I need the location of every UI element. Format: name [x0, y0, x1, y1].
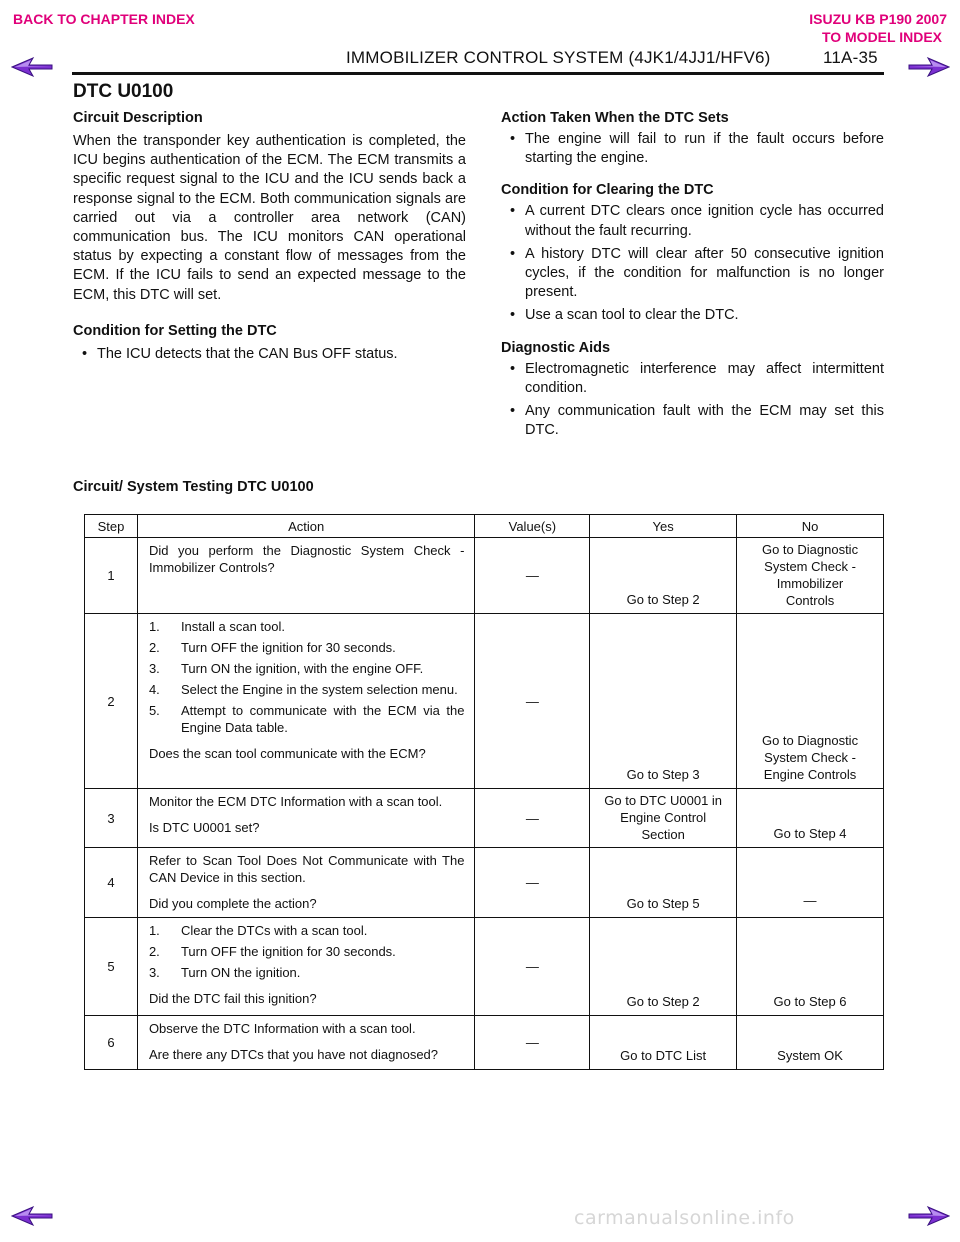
table-row [85, 848, 884, 918]
value-cell: — [475, 1016, 590, 1070]
list-item: 2. Turn OFF the ignition for 30 seconds. [148, 640, 396, 655]
yes-cell: Go to Step 2 [590, 918, 737, 1016]
step-number: 4 [85, 848, 138, 918]
step-number: 2 [85, 614, 138, 789]
list-item: 5. Attempt to communicate with the ECM via the Engine Data table. [148, 703, 465, 735]
action-steps [149, 618, 465, 736]
action-text: Monitor the ECM DTC Information with a scan tool. [148, 794, 443, 809]
page-number: 11A-35 [823, 48, 878, 67]
no-cell: — [737, 848, 884, 918]
next-page-arrow-bottom-icon[interactable] [908, 1206, 950, 1226]
next-page-arrow-icon[interactable] [908, 57, 950, 77]
list-item: • A history DTC will clear after 50 consecutive ignition cycles, if the condition for malfunction is no longer present. [501, 245, 884, 303]
action-question: Did you complete the action? [148, 896, 317, 911]
step-number: 3 [85, 789, 138, 848]
list-item: 4. Select the Engine in the system selection menu. [148, 682, 458, 697]
list-item: 3. Turn ON the ignition. [148, 965, 301, 980]
list-item: • A current DTC clears once ignition cycle has occurred without the fault recurring. [501, 202, 884, 240]
table-row [85, 614, 884, 789]
header-step: Step [85, 515, 138, 538]
left-column [73, 110, 466, 368]
action-cell [137, 918, 475, 1016]
list-item: • The ICU detects that the CAN Bus OFF status. [73, 345, 466, 364]
list-item: • Any communication fault with the ECM may set this DTC. [501, 402, 884, 440]
diagnostic-table [84, 514, 884, 1070]
testing-heading: Circuit/ System Testing DTC U0100 [73, 479, 314, 495]
condition-setting-heading: Condition for Setting the DTC [73, 322, 277, 339]
no-cell: Go to Step 6 [737, 918, 884, 1016]
table-header-row [85, 515, 884, 538]
action-question: Did the DTC fail this ignition? [148, 991, 317, 1006]
header-action: Action [137, 515, 475, 538]
previous-page-arrow-icon[interactable] [11, 57, 53, 77]
circuit-description-heading: Circuit Description [73, 110, 203, 126]
list-item: • The engine will fail to run if the fault occurs before starting the engine. [501, 130, 884, 168]
value-cell: — [475, 848, 590, 918]
no-cell: Go to Step 4 [737, 789, 884, 848]
circuit-description-text: When the transponder key authentication is completed, the ICU begins authentication of the ECM. The ECM transmits a specific request signal to the ICU and the ICU sends back a response signal to the ECM. Both communication signals are carried out via a controller area network (CAN) communication bus. The ICU monitors CAN operational status by expecting a constant flow of messages from the ECM. If the ICU fails to send an expected message to the ECM, this DTC will set. [73, 133, 466, 303]
footer-watermark: carmanualsonline.info [574, 1207, 795, 1229]
diagnostic-aids-list [501, 360, 884, 441]
value-cell: — [475, 614, 590, 789]
value-cell: — [475, 918, 590, 1016]
table-row [85, 1016, 884, 1070]
action-cell [137, 538, 475, 614]
action-taken-list [501, 130, 884, 168]
yes-cell: Go to DTC U0001 in Engine Control Section [590, 789, 737, 848]
dtc-title: DTC U0100 [73, 81, 174, 102]
list-item: • Electromagnetic interference may affect intermittent condition. [501, 360, 884, 398]
list-item: 1. Clear the DTCs with a scan tool. [148, 923, 368, 938]
action-text: Observe the DTC Information with a scan tool. [148, 1021, 416, 1036]
table-row [85, 538, 884, 614]
diagnostic-aids-heading: Diagnostic Aids [501, 339, 611, 356]
yes-cell: Go to DTC List [590, 1016, 737, 1070]
action-text: Refer to Scan Tool Does Not Communicate with The CAN Device in this section. [148, 853, 465, 885]
yes-cell: Go to Step 2 [590, 538, 737, 614]
action-question: Is DTC U0001 set? [148, 820, 260, 835]
action-cell [137, 1016, 475, 1070]
page-header-title: IMMOBILIZER CONTROL SYSTEM (4JK1/4JJ1/HFV6) [346, 48, 771, 67]
step-number: 5 [85, 918, 138, 1016]
yes-cell: Go to Step 3 [590, 614, 737, 789]
action-cell [137, 789, 475, 848]
step-number: 6 [85, 1016, 138, 1070]
value-cell: — [475, 538, 590, 614]
header-divider [72, 72, 884, 75]
list-item: • Use a scan tool to clear the DTC. [501, 306, 884, 325]
condition-clearing-list [501, 202, 884, 325]
model-title[interactable]: ISUZU KB P190 2007 [809, 11, 947, 27]
table-row [85, 918, 884, 1016]
right-column [501, 110, 884, 444]
value-cell: — [475, 789, 590, 848]
step-number: 1 [85, 538, 138, 614]
yes-cell: Go to Step 5 [590, 848, 737, 918]
action-question: Are there any DTCs that you have not diagnosed? [148, 1047, 439, 1062]
action-cell [137, 848, 475, 918]
to-model-index-link[interactable]: TO MODEL INDEX [821, 29, 942, 45]
previous-page-arrow-bottom-icon[interactable] [11, 1206, 53, 1226]
list-item: 1. Install a scan tool. [148, 619, 285, 634]
no-cell: System OK [737, 1016, 884, 1070]
condition-setting-list [73, 345, 466, 364]
back-to-chapter-index-link[interactable]: BACK TO CHAPTER INDEX [13, 11, 195, 27]
no-cell: Go to Diagnostic System Check - Immobilizer Controls [737, 538, 884, 614]
header-yes: Yes [590, 515, 737, 538]
list-item: 3. Turn ON the ignition, with the engine OFF. [148, 661, 424, 676]
condition-clearing-heading: Condition for Clearing the DTC [501, 182, 714, 199]
header-no: No [737, 515, 884, 538]
header-values: Value(s) [475, 515, 590, 538]
action-taken-heading: Action Taken When the DTC Sets [501, 110, 729, 126]
no-cell: Go to Diagnostic System Check - Engine Controls [737, 614, 884, 789]
action-steps [149, 922, 465, 981]
action-cell [137, 614, 475, 789]
table-row [85, 789, 884, 848]
action-question: Does the scan tool communicate with the ECM? [148, 746, 426, 761]
list-item: 2. Turn OFF the ignition for 30 seconds. [148, 944, 396, 959]
action-text: Did you perform the Diagnostic System Check - Immobilizer Controls? [148, 543, 465, 575]
